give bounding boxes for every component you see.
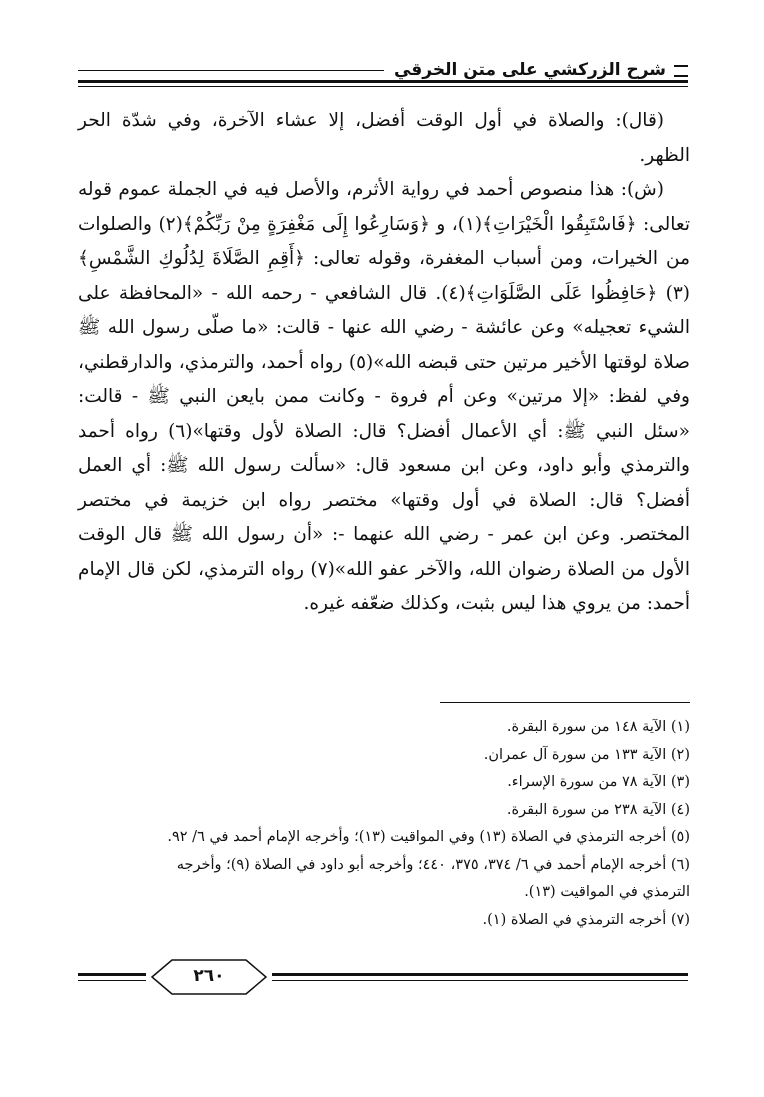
- footnote-separator: [440, 702, 690, 703]
- page-number: ٢٦٠: [193, 966, 225, 986]
- footnote-2: (٢) الآية ١٣٣ من سورة آل عمران.: [483, 746, 690, 763]
- footnote-7: (٧) أخرجه الترمذي في الصلاة (١).: [482, 911, 690, 928]
- running-header: [78, 58, 688, 92]
- header-ornament-icon: [674, 65, 688, 77]
- page-footer: [78, 955, 688, 1001]
- paragraph-sharh: (ش): هذا منصوص أحمد في رواية الأثرم، والأصل فيه في الجملة عموم قوله تعالى: ﴿فَاسْتَبِقُوا الْخَيْرَاتِ﴾(١)، و ﴿وَسَارِعُوا إِلَى مَغْفِرَةٍ مِنْ رَبِّكُمْ﴾(٢) والصلوات من الخيرات، ومن أسباب المغفرة، وقوله تعالى: ﴿أَقِمِ الصَّلَاةَ لِدُلُوكِ الشَّمْسِ﴾(٣) ﴿حَافِظُوا عَلَى الصَّلَوَاتِ﴾(٤). قال الشافعي - رحمه الله - «المحافظة على الشيء تعجيله» وعن عائشة - رضي الله عنها - قالت: «ما صلّى رسول الله ﷺ صلاة لوقتها الأخير مرتين حتى قبضه الله»(٥) رواه أحمد، والترمذي، والدارقطني، وفي لفظ: «إلا مرتين» وعن أم فروة - وكانت ممن بايعن النبي ﷺ - قالت: «سئل النبي ﷺ: أي الأعمال أفضل؟ قال: الصلاة لأول وقتها»(٦) رواه أحمد والترمذي وأبو داود، وعن ابن مسعود قال: «سألت رسول الله ﷺ: أي العمل أفضل؟ قال: الصلاة في أول وقتها» مختصر رواه ابن خزيمة في مختصر المختصر. وعن ابن عمر - رضي الله عنهما -: «أن رسول الله ﷺ قال الوقت الأول من الصلاة رضوان الله، والآخر عفو الله»(٧) رواه الترمذي، لكن قال الإمام أحمد: من يروي هذا ليس بثبت، وكذلك ضعّفه غيره.: [78, 179, 690, 614]
- footnote-3: (٣) الآية ٧٨ من سورة الإسراء.: [507, 774, 690, 790]
- book-title: شرح الزركشي على متن الخرقي: [384, 60, 666, 80]
- paragraph-matn: (قال): والصلاة في أول الوقت أفضل، إلا عشاء الآخرة، وفي شدّة الحر الظهر.: [78, 110, 690, 166]
- footnote-5: (٥) أخرجه الترمذي في الصلاة (١٣) وفي المواقيت (١٣)؛ وأخرجه الإمام أحمد في ٦/ ٩٢.: [167, 829, 690, 845]
- header-rule: [78, 70, 418, 71]
- header-thin-line: [78, 86, 688, 87]
- footnote-6: (٦) أخرجه الإمام أحمد في ٦/ ٣٧٤، ٣٧٥، ٤٤٠؛ وأخرجه أبو داود في الصلاة (٩)؛ وأخرجه الترمذي في المواقيت (١٣).: [176, 856, 690, 900]
- footnote-1: (١) الآية ١٤٨ من سورة البقرة.: [506, 719, 690, 735]
- page-number-cartouche: [146, 957, 272, 997]
- footnotes: [160, 714, 690, 934]
- main-text: [78, 104, 690, 622]
- header-double-line: [78, 80, 688, 83]
- footnote-4: (٤) الآية ٢٣٨ من سورة البقرة.: [506, 801, 690, 818]
